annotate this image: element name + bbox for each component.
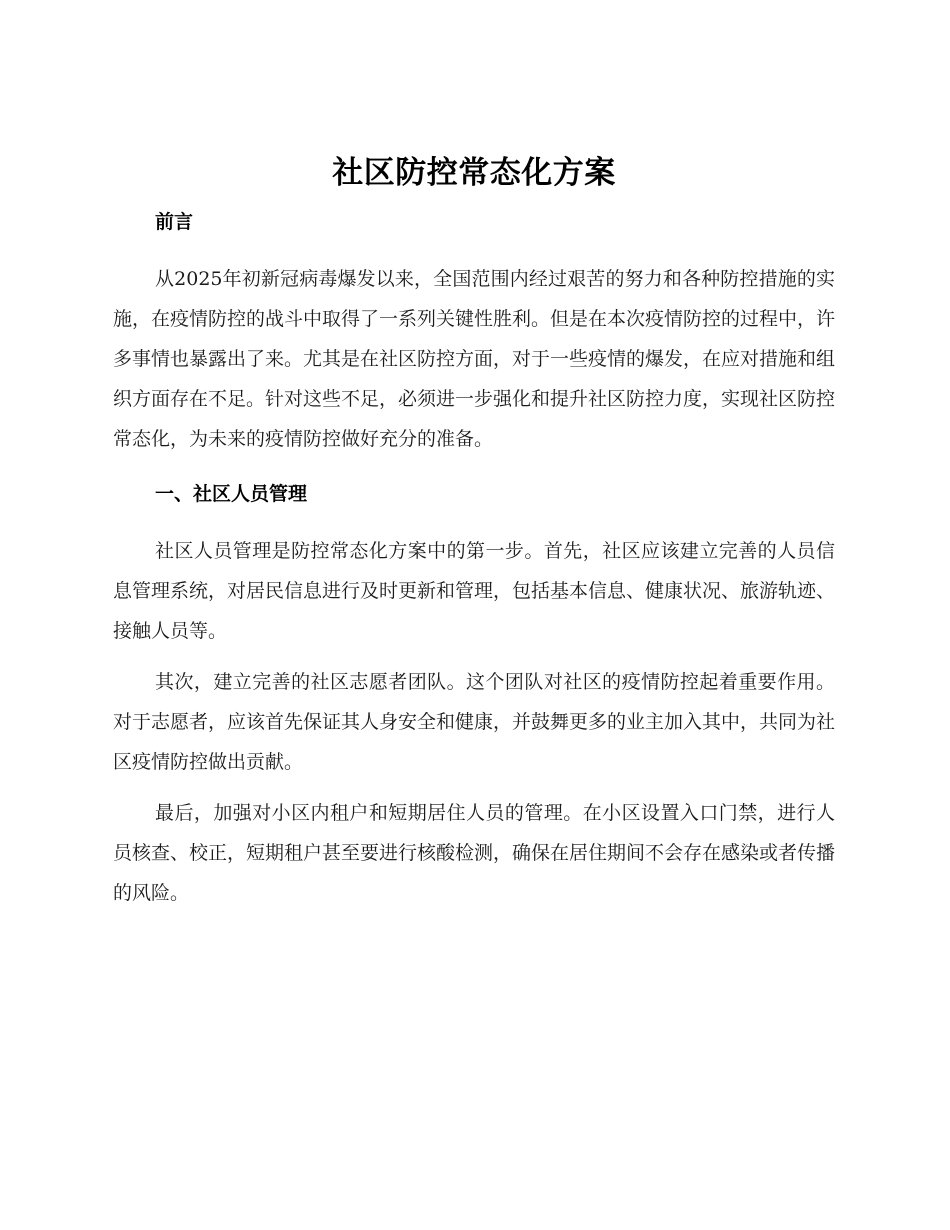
document-body: [113, 150, 835, 913]
section-paragraph: 其次，建立完善的社区志愿者团队。这个团队对社区的疫情防控起着重要作用。对于志愿者，应该首先保证其人身安全和健康，并鼓舞更多的业主加入其中，共同为社区疫情防控做出贡献。: [113, 671, 836, 773]
section-paragraph: 社区人员管理是防控常态化方案中的第一步。首先，社区应该建立完善的人员信息管理系统，对居民信息进行及时更新和管理，包括基本信息、健康状况、旅游轨迹、接触人员等。: [113, 540, 836, 642]
preface-heading: 前言: [155, 211, 194, 233]
preface-paragraph: 从2025年初新冠病毒爆发以来，全国范围内经过艰苦的努力和各种防控措施的实施，在疫情防控的战斗中取得了一系列关键性胜利。但是在本次疫情防控的过程中，许多事情也暴露出了来。尤其是在社区防控方面，对于一些疫情的爆发，在应对措施和组织方面存在不足。针对这些不足，必须进一步强化和提升社区防控力度，实现社区防控常态化，为未来的疫情防控做好充分的准备。: [113, 268, 836, 450]
section-heading-personnel-management: 一、社区人员管理: [155, 483, 308, 505]
section-paragraph: 最后，加强对小区内租户和短期居住人员的管理。在小区设置入口门禁，进行人员核查、校正，短期租户甚至要进行核酸检测，确保在居住期间不会存在感染或者传播的风险。: [113, 802, 836, 904]
document-title: 社区防控常态化方案: [332, 155, 616, 191]
